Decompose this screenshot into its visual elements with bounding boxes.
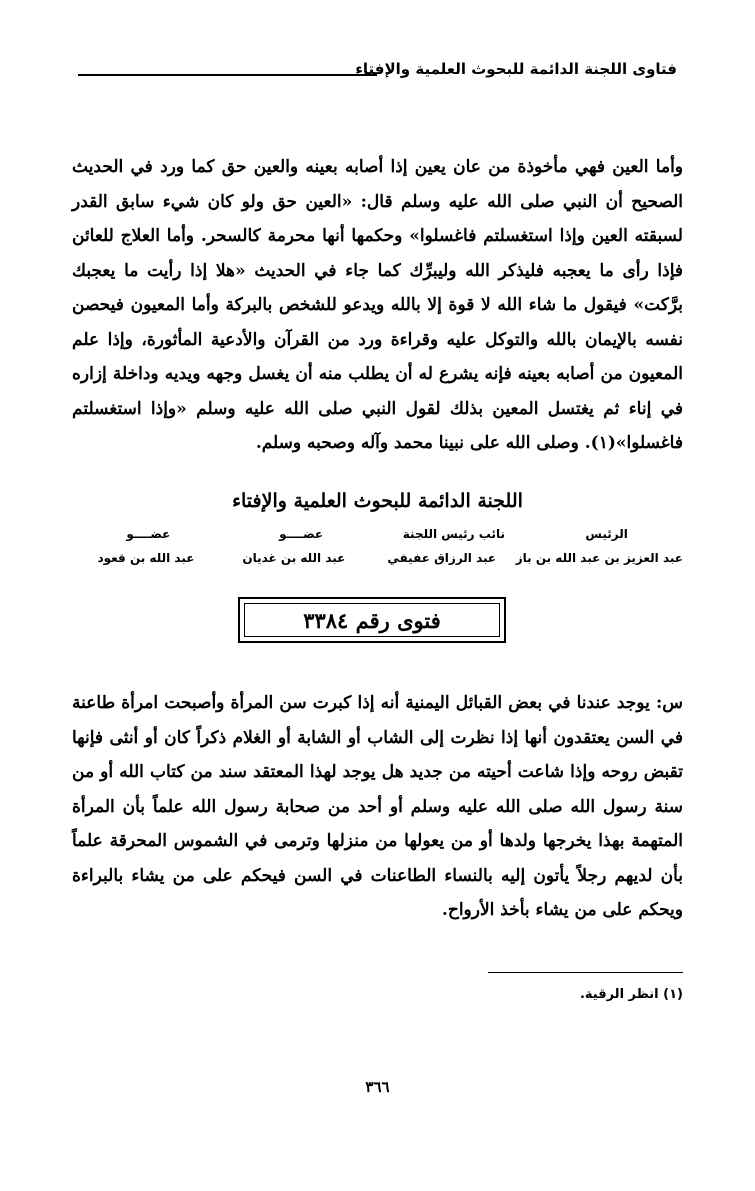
fatwa-heading: فتوى رقم ٣٣٨٤ (244, 603, 500, 637)
answer-paragraph: وأما العين فهي مأخوذة من عان يعين إذا أصابه بعينه والعين حق كما ورد في الحديث الصحيح أن النبي صلى الله عليه وسلم قال: «العين حق ولو كان شيء سابق القدر لسبقته العين وإذا استغسلتم فاغسلوا» وحكمها أنها محرمة كالسحر. وأما العلاج للعائن فإذا رأى ما يعجبه فليذكر الله وليبرِّك كما جاء في الحديث «هلا إذا رأيت ما يعجبك برَّكت» فيقول ما شاء الله لا قوة إلا بالله ويدعو للشخص بالبركة وأما المعيون فيحصن نفسه بالإيمان بالله والتوكل عليه وقراءة ورد من القرآن والأدعية المأثورة، وإذا علم المعيون من أصابه بعينه فإنه يشرع له أن يطلب منه أن يغسل وجهه ويديه وداخلة إزاره في إناء ثم يغتسل المعين بذلك لقول النبي صلى الله عليه وسلم «وإذا استغسلتم فاغسلوا»(١). وصلى الله على نبينا محمد وآله وصحبه وسلم. (72, 157, 683, 453)
page-number: ٣٦٦ (365, 1078, 390, 1096)
signature-role: نائب رئيس اللجنة (402, 527, 505, 541)
question-paragraph: س: يوجد عندنا في بعض القبائل اليمنية أنه إذا كبرت سن المرأة وأصبحت امرأة طاعنة في السن يعتقدون أنها إذا نظرت إلى الشاب أو الشابة أو الغلام ذكراً كان أو أنثى فإنها تقبض روحه وإذا شاعت أحيته من جديد هل يوجد لهذا المعتقد سند من كتاب الله أو من سنة رسول الله صلى الله عليه وسلم أو أحد من صحابة رسول الله علماً بأن المرأة المتهمة بهذا يخرجها ولدها أو من يعولها من منزلها وترمى في الشموس المحرقة علماً بأن لديهم رجلاً يأتون إليه بالنساء الطاعنات في السن فيحكم على من يشاء بالبراءة ويحكم على من يشاء بأخذ الأرواح. (72, 693, 683, 920)
footnote: (١) انظر الرقية. (579, 987, 683, 1002)
fatwa-number-box (238, 597, 506, 643)
footnote-rule (488, 972, 683, 973)
signature-name: عبد العزيز بن عبد الله بن باز (515, 551, 683, 565)
header-rule (78, 74, 377, 76)
signature-roles (72, 527, 683, 541)
signature-names (72, 551, 683, 565)
signature-name: عبد الرزاق عفيفي (387, 551, 497, 565)
signature-name: عبد الله بن غديان (242, 551, 346, 565)
committee-title: اللجنة الدائمة للبحوث العلمية والإفتاء (232, 490, 523, 512)
signature-role: الرئيس (585, 527, 628, 541)
signature-name: عبد الله بن قعود (97, 551, 195, 565)
running-header (78, 60, 677, 84)
header-title: فتاوى اللجنة الدائمة للبحوث العلمية والإفتاء (355, 60, 677, 78)
signature-role: عضــــو (279, 527, 324, 541)
signature-role: عضــــو (126, 527, 171, 541)
